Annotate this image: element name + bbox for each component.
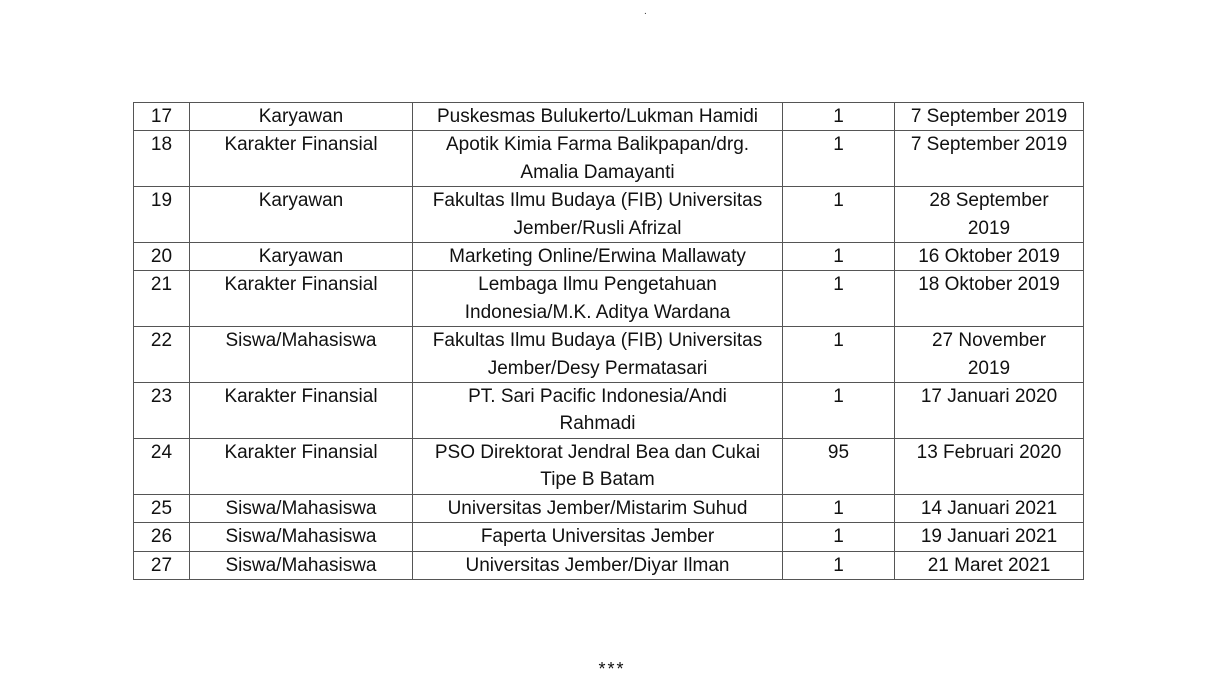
row-date: 13 Februari 2020 (895, 438, 1084, 494)
row-date: 7 September 2019 (895, 103, 1084, 131)
row-category: Siswa/Mahasiswa (190, 523, 413, 551)
row-count: 1 (783, 551, 895, 579)
row-category: Siswa/Mahasiswa (190, 551, 413, 579)
row-date: 17 Januari 2020 (895, 383, 1084, 439)
row-number: 21 (134, 271, 190, 327)
row-institution: Lembaga Ilmu Pengetahuan Indonesia/M.K. Aditya Wardana (413, 271, 783, 327)
row-institution: Universitas Jember/Diyar Ilman (413, 551, 783, 579)
row-institution: PSO Direktorat Jendral Bea dan Cukai Tipe B Batam (413, 438, 783, 494)
row-date: 18 Oktober 2019 (895, 271, 1084, 327)
row-count: 1 (783, 187, 895, 243)
table-row (134, 383, 1084, 439)
table-row (134, 271, 1084, 327)
row-institution: Marketing Online/Erwina Mallawaty (413, 243, 783, 271)
table-row (134, 523, 1084, 551)
row-number: 22 (134, 327, 190, 383)
row-category: Karyawan (190, 103, 413, 131)
table-row (134, 187, 1084, 243)
row-category: Karakter Finansial (190, 438, 413, 494)
table-row (134, 103, 1084, 131)
row-count: 1 (783, 327, 895, 383)
table-row (134, 494, 1084, 522)
row-number: 19 (134, 187, 190, 243)
row-institution: Fakultas Ilmu Budaya (FIB) Universitas Jember/Rusli Afrizal (413, 187, 783, 243)
page-top-mark: . (644, 6, 647, 17)
row-category: Karyawan (190, 187, 413, 243)
row-number: 18 (134, 131, 190, 187)
table-row (134, 327, 1084, 383)
row-number: 23 (134, 383, 190, 439)
row-number: 17 (134, 103, 190, 131)
row-date: 7 September 2019 (895, 131, 1084, 187)
row-institution: Puskesmas Bulukerto/Lukman Hamidi (413, 103, 783, 131)
row-number: 24 (134, 438, 190, 494)
row-count: 95 (783, 438, 895, 494)
row-count: 1 (783, 383, 895, 439)
row-institution: Apotik Kimia Farma Balikpapan/drg. Amalia Damayanti (413, 131, 783, 187)
row-number: 20 (134, 243, 190, 271)
row-date: 16 Oktober 2019 (895, 243, 1084, 271)
row-count: 1 (783, 271, 895, 327)
table-row (134, 131, 1084, 187)
row-institution: Universitas Jember/Mistarim Suhud (413, 494, 783, 522)
row-count: 1 (783, 494, 895, 522)
row-count: 1 (783, 523, 895, 551)
row-date: 27 November 2019 (895, 327, 1084, 383)
row-category: Karyawan (190, 243, 413, 271)
row-category: Karakter Finansial (190, 383, 413, 439)
row-number: 25 (134, 494, 190, 522)
row-institution: Faperta Universitas Jember (413, 523, 783, 551)
row-category: Karakter Finansial (190, 131, 413, 187)
section-end-mark: *** (598, 659, 626, 679)
row-date: 21 Maret 2021 (895, 551, 1084, 579)
row-institution: PT. Sari Pacific Indonesia/Andi Rahmadi (413, 383, 783, 439)
row-number: 26 (134, 523, 190, 551)
row-date: 14 Januari 2021 (895, 494, 1084, 522)
row-number: 27 (134, 551, 190, 579)
table-row (134, 438, 1084, 494)
row-date: 19 Januari 2021 (895, 523, 1084, 551)
row-category: Siswa/Mahasiswa (190, 327, 413, 383)
row-category: Karakter Finansial (190, 271, 413, 327)
row-count: 1 (783, 243, 895, 271)
row-institution: Fakultas Ilmu Budaya (FIB) Universitas Jember/Desy Permatasari (413, 327, 783, 383)
row-date: 28 September 2019 (895, 187, 1084, 243)
records-table (133, 102, 1084, 580)
row-count: 1 (783, 131, 895, 187)
row-count: 1 (783, 103, 895, 131)
table-row (134, 551, 1084, 579)
row-category: Siswa/Mahasiswa (190, 494, 413, 522)
table-row (134, 243, 1084, 271)
